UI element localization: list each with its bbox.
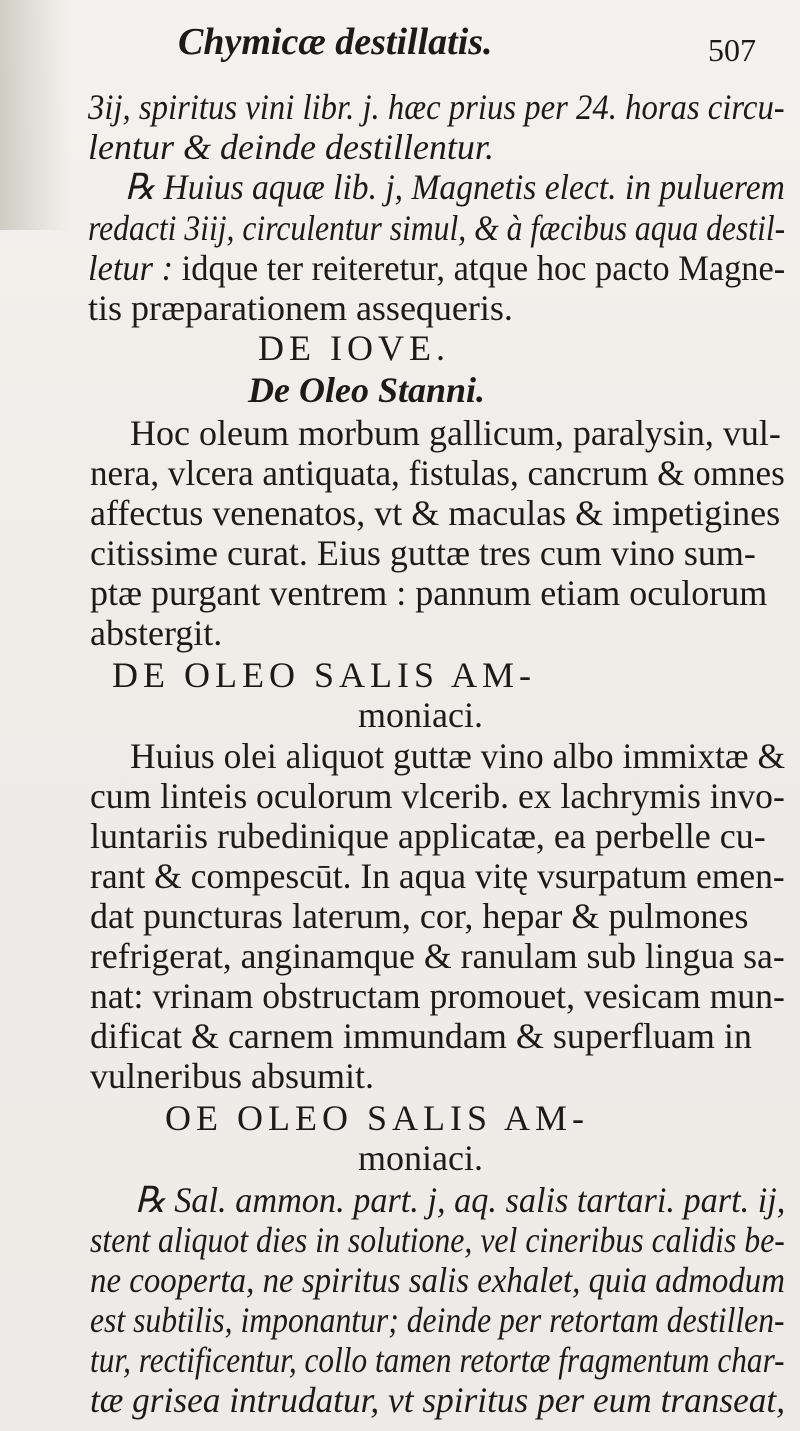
text-line: DE OLEO SALIS AM-	[112, 655, 536, 695]
text-line: tur, rectificentur, collo tamen retortæ fragmentum char-	[90, 1340, 785, 1380]
text-line: dificat & carnem immundam & superfluam in	[90, 1016, 752, 1056]
running-title: Chymicæ destillatis.	[178, 21, 493, 63]
text-line: lentur & deinde destillentur.	[88, 127, 494, 167]
text-line: Hoc oleum morbum gallicum, paralysin, vul-	[130, 413, 781, 453]
text-line: luntariis rubedinique applicatæ, ea perbelle cu-	[90, 816, 766, 856]
text-line: tæ grisea intrudatur, vt spiritus per eum transeat,	[90, 1380, 786, 1420]
text-line: tis præparationem assequeris.	[88, 288, 513, 328]
text-line: rant & compescūt. In aqua vitę vsurpatum emen-	[90, 856, 785, 896]
text-line: ptæ purgant ventrem : pannum etiam oculorum	[90, 573, 768, 613]
text-line: moniaci.	[358, 695, 483, 735]
text-line: dat puncturas laterum, cor, hepar & pulmones	[90, 896, 749, 936]
text-line: cum linteis oculorum vlcerib. ex lachrymis invo-	[90, 776, 785, 816]
text-line: citissime curat. Eius guttæ tres cum vino sum-	[90, 533, 756, 573]
text-line: 3ij, spiritus vini libr. j. hæc prius per 24. horas circu-	[88, 87, 785, 127]
text-line: est subtilis, imponantur; deinde per retortam destillen-	[90, 1300, 785, 1340]
text-line: abstergit.	[90, 613, 223, 653]
text-line: stent aliquot dies in solutione, vel cineribus calidis be-	[90, 1220, 785, 1260]
page-edge-shadow	[0, 0, 70, 230]
text-line: ℞ Huius aquæ lib. j, Magnetis elect. in puluerem	[125, 167, 785, 207]
text-line: redacti 3iij, circulentur simul, & à fæcibus aqua destil-	[88, 208, 786, 248]
text-line: OE OLEO SALIS AM-	[165, 1098, 589, 1138]
text-line: nat: vrinam obstructam promouet, vesicam mun-	[90, 976, 785, 1016]
text-line: refrigerat, anginamque & ranulam sub lingua sa-	[90, 936, 785, 976]
text-line: letur : idque ter reiteretur, atque hoc pacto Magne-	[88, 248, 786, 288]
text-line: nera, vlcera antiquata, fistulas, cancrum & omnes	[90, 453, 785, 493]
text-line: affectus venenatos, vt & maculas & impetigines	[90, 493, 781, 533]
page-number: 507	[708, 32, 756, 68]
text-line: moniaci.	[358, 1138, 483, 1178]
text-line: Huius olei aliquot guttæ vino albo immixtæ &	[130, 736, 786, 776]
text-line: DE IOVE.	[258, 328, 450, 368]
text-line: ne cooperta, ne spiritus salis exhalet, quia admodum	[90, 1260, 785, 1300]
text-line: De Oleo Stanni.	[248, 370, 486, 410]
text-line: vulneribus absumit.	[90, 1056, 374, 1096]
text-line: ℞ Sal. ammon. part. j, aq. salis tartari. part. ij,	[135, 1180, 786, 1220]
